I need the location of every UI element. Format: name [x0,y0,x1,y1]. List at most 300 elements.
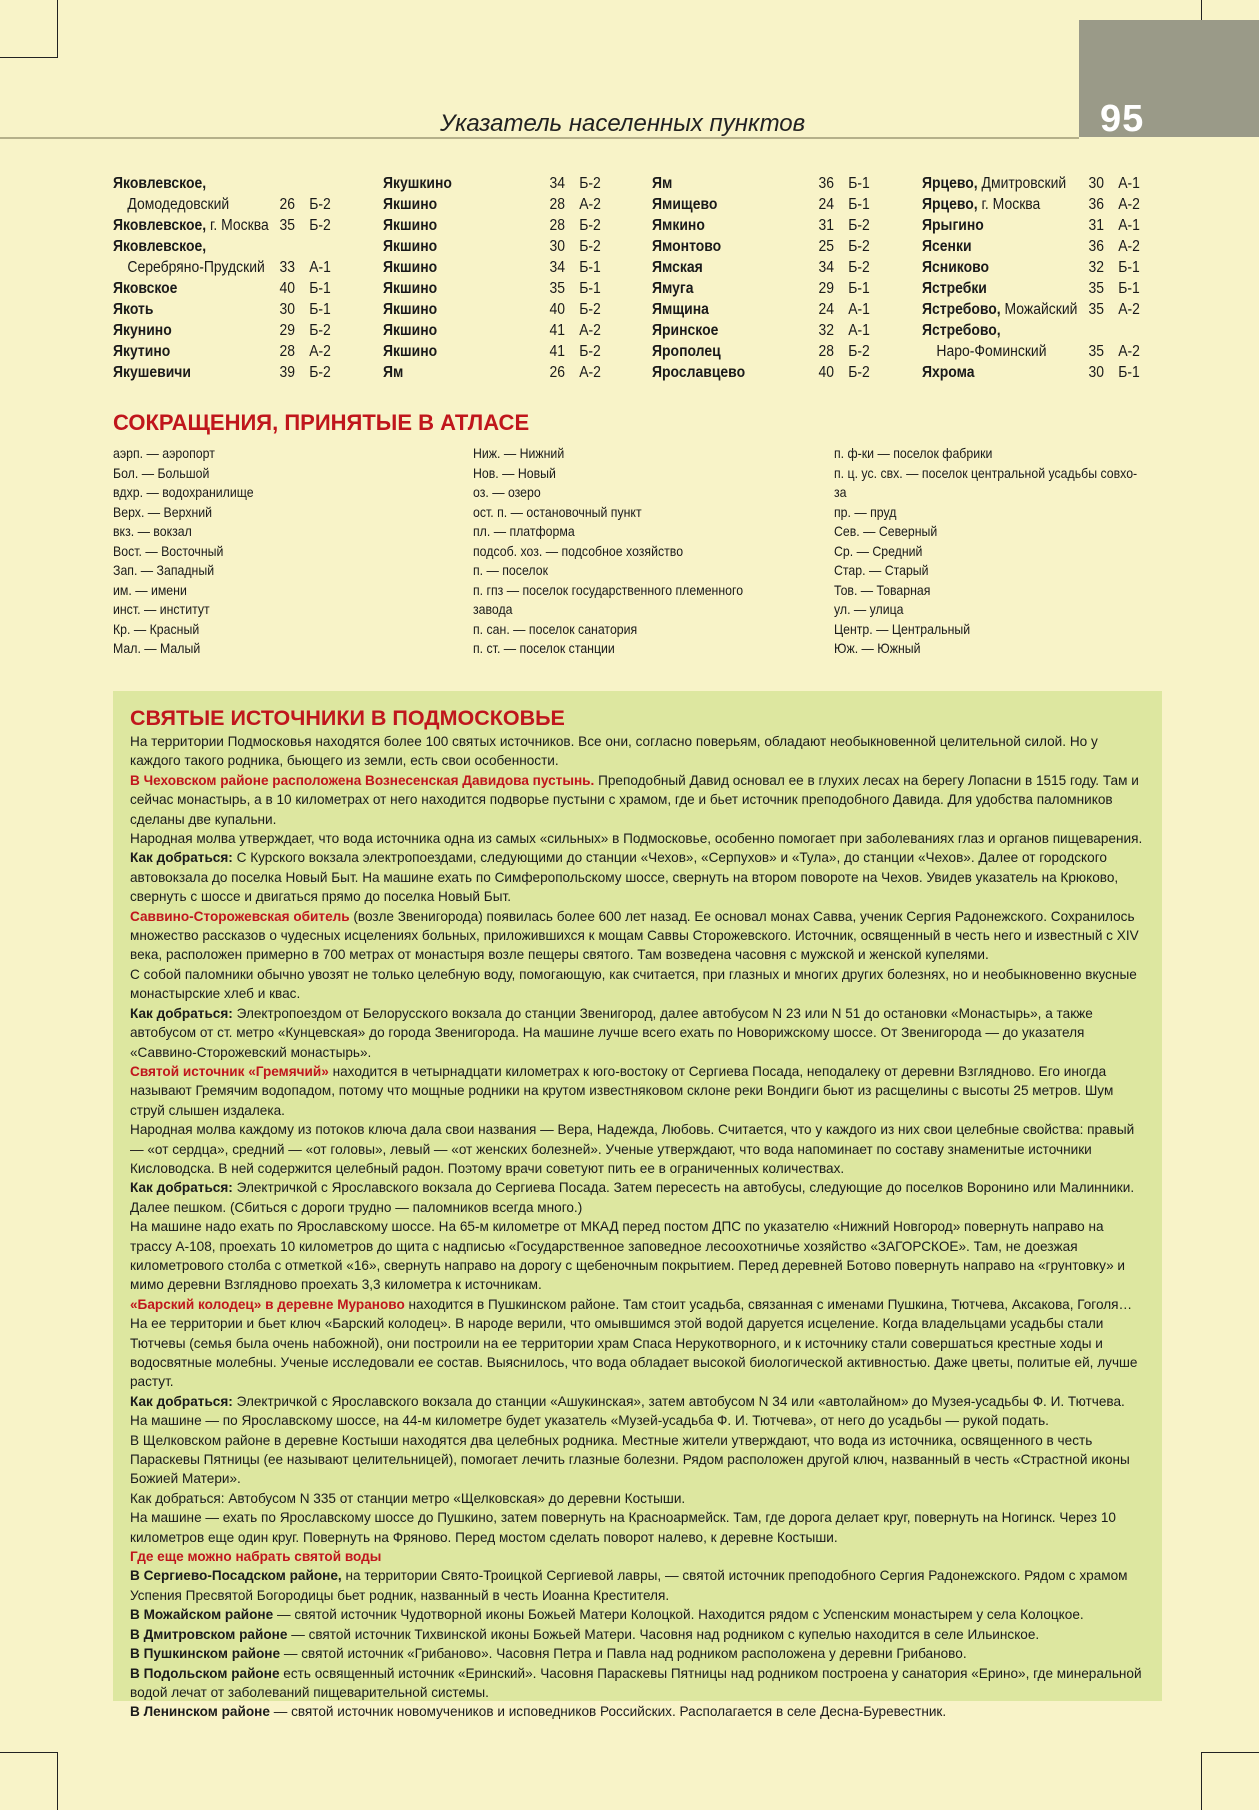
abbreviation-item: завода [473,601,513,617]
index-entry-page: 29 [279,322,296,339]
index-entry-title: Ярополец [652,343,721,360]
index-entry [113,299,358,320]
index-entry-name [652,362,745,383]
index-entry-square: Б-2 [579,175,601,192]
index-entry-square: А-1 [848,322,870,339]
bold-label: Как добраться: [130,1005,233,1021]
index-entry-page: 28 [818,343,835,360]
index-entry-page: 34 [818,259,835,276]
index-entry [922,194,1167,215]
index-entry [922,341,1167,362]
index-entry-name [383,194,437,215]
index-entry-page: 28 [549,217,566,234]
index-entry-name [652,236,721,257]
index-entry-title: Яковлевское, [113,175,207,192]
springs-paragraph [130,1178,1146,1217]
index-entry-square: Б-2 [848,364,870,381]
index-entry-name [113,362,191,383]
abbreviations-heading: СОКРАЩЕНИЯ, ПРИНЯТЫЕ В АТЛАСЕ [113,410,530,435]
body-text: С Курского вокзала электропоездами, следующими до станции «Чехов», «Серпухов» и «Тула», до станции «Чехов». Далее от городского автовокзала до поселка Новый Быт. На машине ехать по Симферопольскому шоссе, свернуть на втором повороте на Чехов. Увидев указатель на Крюково, свернуть с шоссе и двигаться прямо до поселка Новый Быт. [130,850,1119,905]
springs-paragraph [130,1120,1146,1178]
index-entry-name [652,320,718,341]
index-entry [652,299,897,320]
index-entry-page: 35 [1088,301,1105,318]
body-text: Электричкой с Ярославского вокзала до станции «Ашукинская», затем автобусом N 34 или «автолайном» до Музея-усадьбы Ф. И. Тютчева. [232,1393,1125,1409]
index-entry [383,341,628,362]
crop-mark [57,0,58,58]
index-entry-square: А-1 [848,301,870,318]
index-entry-title: Яковское [113,280,178,297]
index-entry-title: Ясниково [922,259,990,276]
bold-label: В Подольском районе [130,1665,280,1681]
index-entry-square: Б-2 [848,343,870,360]
index-entry [383,320,628,341]
index-entry-square: Б-1 [1118,259,1140,276]
abbreviation-item: Центр. — Центральный [834,620,971,637]
index-entry-name [922,236,972,257]
index-entry-page: 35 [279,217,296,234]
index-entry-name [113,236,206,257]
bold-label: В Пушкинском районе [130,1646,281,1662]
index-entry-title: Ястребки [922,280,987,297]
index-entry-square: Б-1 [309,280,331,297]
index-entry-name [383,173,452,194]
abbreviation-item: ул. — улица [834,601,904,617]
index-entry-square: Б-1 [848,280,870,297]
index-entry [652,341,897,362]
springs-paragraph [130,1702,1146,1721]
body-text: на территории Свято-Троицкой Сергиевой лавры, — святой источник преподобного Сергия Радонежского. Рядом с храмом Успения Пресвятой Богородицы бьет родник, названный в честь Иоанна Крестителя. [130,1568,1128,1603]
crop-mark [1202,1752,1259,1753]
index-entry-title: Якшино [383,301,438,318]
index-entry [922,362,1167,383]
index-entry-title: Якшино [383,196,438,213]
index-entry-title: Ярославцево [652,364,746,381]
abbreviation-item: Верх. — Верхний [113,503,213,520]
index-entry-title: Якшино [383,259,438,276]
index-entry-square: Б-2 [848,238,870,255]
abbreviation-item: Ср. — Средний [834,542,923,559]
index-entry-name [383,257,437,278]
index-entry-title: Ястребово, [922,322,1001,339]
index-entry [383,362,628,383]
index-entry-square: Б-1 [579,259,601,276]
index-entry-square: А-2 [1118,196,1140,213]
index-entry [922,215,1167,236]
body-text: С собой паломники обычно увозят не только целебную воду, помогающую, как считается, при глазных и многих других болезнях, но и необыкновенно вкусные монастырские хлеб и квас. [130,966,1137,1002]
abbreviation-item: Ниж. — Нижний [473,445,565,461]
index-column-1 [113,173,358,383]
highlight-text: В Чеховском районе расположена Вознесенская Давидова пустынь. [130,772,595,788]
index-entry-square: А-2 [579,196,601,213]
index-entry-title: Ясенки [922,238,972,255]
body-text: Народная молва утверждает, что вода источника одна из самых «сильных» в Подмосковье, особенно помогает при заболеваниях глаз и органов пищеварения. [130,831,1143,847]
index-entry-page: 40 [279,280,296,297]
index-entry-name: Серебряно-Прудский [127,259,265,276]
index-entry-square: Б-2 [309,364,331,381]
index-entry-square: А-2 [1118,238,1140,255]
index-entry-title: Ямкино [652,217,705,234]
index-entry-square: Б-1 [579,280,601,297]
body-text: На территории Подмосковья находятся более 100 святых источников. Все они, согласно поверьям, обладают необыкновенной целительной силой. Но у каждого такого родника, бьющего из земли, есть свои особенности. [130,734,1098,769]
index-entry-square: А-2 [579,364,601,381]
index-entry-name [383,278,437,299]
abbreviation-item: п. ф-ки — поселок фабрики [834,445,993,461]
index-entry-page: 36 [1088,196,1105,213]
abbreviation-item: Стар. — Старый [834,562,929,578]
springs-paragraph [130,1547,1146,1566]
body-text: Как добраться: Автобусом N 335 от станции метро «Щелковская» до деревни Костыши. [130,1490,686,1506]
index-entry [113,215,358,236]
index-entry [383,299,628,320]
index-entry-name [922,194,1040,215]
index-entry [383,215,628,236]
index-entry-square: Б-1 [1118,364,1140,381]
index-entry [652,215,897,236]
bold-label: В Дмитровском районе [130,1626,288,1642]
bold-label: Как добраться: [130,1180,233,1196]
abbreviations-column-1 [113,444,273,659]
index-column-2 [383,173,628,383]
abbreviation-item: вкз. — вокзал [113,523,192,539]
index-entry-title: Якшино [383,217,438,234]
index-entry [113,236,358,257]
abbreviation-item: Бол. — Большой [113,464,210,481]
index-entry [652,236,897,257]
index-entry-qualifier: Дмитровский [977,175,1067,192]
index-entry [922,299,1167,320]
index-entry-title: Ям [383,364,404,381]
index-entry-square: Б-2 [579,301,601,318]
index-entry-square: Б-2 [579,217,601,234]
index-entry [113,173,358,194]
body-text: есть освященный источник «Еринский». Часовня Параскевы Пятницы над родником построена у санатория «Ерино», где минеральной водой лечат от заболеваний пищеварительной системы. [130,1665,1142,1700]
index-entry [922,173,1167,194]
index-entry-square: Б-2 [309,322,331,339]
index-column-3 [652,173,897,383]
index-entry-page: 29 [818,280,835,297]
index-entry-name [652,341,721,362]
page-number: 95 [1100,98,1145,140]
index-entry-qualifier: Можайский [1000,301,1078,318]
body-text: находится в Пушкинском районе. Там стоит усадьба, связанная с именами Пушкина, Тютчева, Аксакова, Гоголя… На ее территории и бьет ключ «Барский колодец». В народе верили, что омывшимся этой водой даруется исцеление. Когда владельцами усадьбы стали Тютчевы (семья была очень набожной), они построили на ее территории храм Спаса Нерукотворного, и к источнику стали совершаться крестные ходы и водосвятные молебны. Ученые исследовали ее состав. Выяснилось, что вода обладает высокой биологической активностью. Даже цветы, политые ей, лучше растут. [130,1296,1138,1390]
springs-paragraph [130,1217,1146,1295]
index-entry [652,194,897,215]
index-entry-square: А-1 [1118,175,1140,192]
abbreviation-item: Зап. — Западный [113,562,215,578]
index-entry [113,320,358,341]
index-entry [113,257,358,278]
springs-paragraph [130,1566,1146,1605]
abbreviation-item: п. гпз — поселок государственного племенного [473,581,744,598]
index-entry-name [922,320,1001,341]
abbreviation-item: Тов. — Товарная [834,581,931,598]
index-entry-square: А-2 [1118,301,1140,318]
body-text: На машине надо ехать по Ярославскому шоссе. На 65-м километре от МКАД перед постом ДПС по указателю «Нижний Новгород» повернуть направо на трассу А-108, проехать 10 километров до щита с надписью «Государственное заповедное лесоохотничье хозяйство «ЗАГОРСКОЕ». Там, не доезжая километрового столба с отметкой «16», свернуть направо на дорогу с щебеночным покрытием. Перед деревней Ботово повернуть направо на «грунтовку» и мимо деревни Взглядново проехать 3,3 километра к источникам. [130,1219,1126,1293]
index-entry [922,257,1167,278]
highlight-text: Саввино-Сторожевская обитель [130,908,350,924]
index-entry-name [922,299,1077,320]
index-entry-title: Якушкино [383,175,452,192]
index-entry-square: Б-1 [309,301,331,318]
bold-label: В Ленинском районе [130,1704,270,1720]
index-entry-page: 32 [1088,259,1105,276]
index-entry [383,173,628,194]
index-entry-title: Яковлевское, [113,238,207,255]
index-entry-square: Б-2 [848,217,870,234]
abbreviation-item: подсоб. хоз. — подсобное хозяйство [473,542,684,559]
index-entry-page: 28 [549,196,566,213]
index-column-4 [922,173,1167,383]
index-entry-page: 34 [549,259,566,276]
abbreviation-item: инст. — институт [113,601,210,617]
index-entry-title: Ярцево, [922,196,978,213]
index-entry-title: Ямщина [652,301,709,318]
index-entry-title: Якшино [383,343,438,360]
springs-paragraph [130,1431,1146,1489]
body-text: — святой источник «Грибаново». Часовня Петра и Павла над родником расположена у деревни Грибаново. [280,1646,967,1662]
abbreviation-item: вдхр. — водохранилище [113,484,254,500]
abbreviation-item: п. сан. — поселок санатория [473,620,638,637]
index-entry-name [383,341,437,362]
index-entry-title: Яринское [652,322,719,339]
index-entry-title: Ярыгино [922,217,984,234]
index-entry-name: Домодедовский [127,196,230,213]
index-entry-square: А-1 [1118,217,1140,234]
index-entry [383,278,628,299]
abbreviation-item: ост. п. — остановочный пункт [473,503,642,520]
abbreviations-column-3 [834,444,1179,659]
body-text: Электропоездом от Белорусского вокзала до станции Звенигород, далее автобусом N 23 или N 51 до остановки «Монастырь», а также автобусом от ст. метро «Кунцевская» до города Звенигорода. На машине лучше всего ехать по Новорижскому шоссе. От Звенигорода — до указателя «Саввино-Сторожевский монастырь». [130,1005,1093,1060]
springs-paragraph [130,1644,1146,1663]
holy-springs-heading: СВЯТЫЕ ИСТОЧНИКИ В ПОДМОСКОВЬЕ [130,706,565,730]
body-text: Электричкой с Ярославского вокзала до Сергиева Посада. Затем пересесть на автобусы, следующие до поселков Воронино или Малинники. Далее пешком. (Сбиться с дороги трудно — паломников всегда много.) [130,1180,1135,1215]
index-entry-name [113,215,269,236]
highlight-text: Святой источник «Гремячий» [130,1063,329,1079]
springs-paragraph [130,829,1146,848]
springs-paragraph [130,732,1146,771]
crop-mark [0,1752,58,1753]
index-entry-name [652,257,703,278]
index-entry [922,320,1167,341]
index-entry-page: 40 [818,364,835,381]
abbreviation-item: пр. — пруд [834,503,897,520]
body-text: На машине — по Ярославскому шоссе, на 44-м километре будет указатель «Музей-усадьба Ф. И. Тютчева», от него до усадьбы — рукой подать. [130,1413,1049,1429]
abbreviation-item: оз. — озеро [473,484,541,500]
springs-paragraph [130,1295,1146,1392]
abbreviation-item: Нов. — Новый [473,464,556,481]
index-entry-name [113,341,170,362]
body-text: находится в четырнадцати километрах к юго-востоку от Сергиева Посада, неподалеку от деревни Взглядново. Его иногда называют Гремячим водопадом, потому что мощные родники на крутом известняковом склоне реки Вондиги бьют из расщелины с высоты 25 метров. Шум струй слышен издалека. [130,1063,1114,1118]
bold-label: Как добраться: [130,1393,233,1409]
header-divider [0,137,1079,139]
index-entry-name [113,173,206,194]
index-entry-name [113,278,177,299]
index-entry-name [652,194,717,215]
index-entry-title: Ямуга [652,280,694,297]
index-entry-page: 26 [279,196,296,213]
index-entry-square: Б-2 [579,343,601,360]
index-entry [383,257,628,278]
index-entry-name [383,320,437,341]
index-entry-name [922,278,987,299]
index-entry-page: 24 [818,301,835,318]
crop-mark [1201,1752,1202,1810]
index-entry [652,362,897,383]
index-entry-name [922,173,1066,194]
abbreviation-item: п. ст. — поселок станции [473,640,615,656]
abbreviation-item: Мал. — Малый [113,640,201,656]
abbreviation-item: им. — имени [113,581,187,598]
index-entry [383,236,628,257]
index-entry-square: А-1 [309,259,331,276]
index-entry-page: 31 [818,217,835,234]
index-entry-title: Якушевичи [113,364,191,381]
index-entry-title: Ямонтово [652,238,722,255]
index-entry-title: Якоть [113,301,154,318]
index-entry-title: Ярцево, [922,175,978,192]
springs-paragraph [130,1625,1146,1644]
index-entry-page: 35 [1088,343,1105,360]
body-text: — святой источник Тихвинской иконы Божьей Матери. Часовня над родником с купелью находится в селе Ильинское. [287,1626,1040,1642]
index-entry [383,194,628,215]
index-entry-page: 36 [1088,238,1105,255]
crop-mark [57,1752,58,1810]
springs-paragraph [130,1605,1146,1624]
index-entry-page: 30 [1088,175,1105,192]
index-entry-title: Якутино [113,343,171,360]
index-entry-page: 41 [549,343,566,360]
index-entry [652,173,897,194]
body-text: — святой источник новомучеников и исповедников Российских. Располагается в селе Десна-Буревестник. [269,1704,947,1720]
index-entry-title: Ястребово, [922,301,1001,318]
index-entry-name [652,278,693,299]
index-entry-qualifier: г. Москва [977,196,1041,213]
index-entry-square: Б-1 [848,196,870,213]
holy-springs-text [130,732,1146,1722]
springs-paragraph [130,907,1146,965]
springs-paragraph [130,1062,1146,1120]
index-entry-square: Б-2 [579,238,601,255]
index-entry [652,257,897,278]
springs-paragraph [130,848,1146,906]
body-text: Преподобный Давид основал ее в глухих лесах на берегу Лопасни в 1515 году. Там и сейчас монастырь, а в 10 километрах от него находится подворье пустыни с храмом, где и бьет источник преподобного Давида. Для удобства паломников сделаны две купальни. [130,772,1139,827]
index-entry-title: Яковлевское, [113,217,207,234]
springs-paragraph [130,1411,1146,1430]
springs-paragraph [130,965,1146,1004]
index-entry [922,236,1167,257]
highlight-text: «Барский колодец» в деревне Мураново [130,1296,405,1312]
index-entry-page: 32 [818,322,835,339]
index-entry-page: 40 [549,301,566,318]
index-entry-name [652,299,709,320]
crop-mark [0,57,58,58]
abbreviation-item: п. ц. ус. свх. — поселок центральной усадьбы совхо- [834,464,1138,481]
index-entry-page: 35 [549,280,566,297]
index-entry-name [113,299,153,320]
index-entry-name [922,362,975,383]
index-entry [652,320,897,341]
index-entry-qualifier: г. Москва [206,217,269,234]
index-entry-name [652,173,672,194]
index-entry-title: Ямская [652,259,703,276]
springs-paragraph [130,1392,1146,1411]
index-entry [113,278,358,299]
index-entry-page: 31 [1088,217,1105,234]
abbreviation-item: за [834,484,847,500]
body-text: — святой источник Чудотворной иконы Божьей Матери Колоцкой. Находится рядом с Успенским монастырем у села Колоцкое. [273,1607,1084,1623]
index-entry-title: Яхрома [922,364,975,381]
index-entry-name [113,320,172,341]
highlight-text: Где еще можно набрать святой воды [130,1549,382,1565]
index-entry-title: Якшино [383,322,438,339]
index-entry-square: А-2 [309,343,331,360]
abbreviation-item: Юж. — Южный [834,640,921,656]
index-entry-name [383,299,437,320]
index-entry-page: 28 [279,343,296,360]
index-entry-square: Б-2 [309,217,331,234]
springs-paragraph [130,1664,1146,1703]
springs-paragraph [130,771,1146,829]
index-entry-name: Наро-Фоминский [936,343,1047,360]
index-entry-square: Б-2 [848,259,870,276]
body-text: На машине — ехать по Ярославскому шоссе до Пушкино, затем повернуть на Красноармейск. Там, где дорога делает круг, повернуть на Ногинск. Через 10 километров еще один круг. Повернуть на Фряново. Перед мостом сделать поворот налево, к деревне Костыши. [130,1510,1116,1545]
abbreviation-item: Кр. — Красный [113,620,200,637]
abbreviation-item: пл. — платформа [473,523,575,539]
index-entry-page: 30 [279,301,296,318]
bold-label: В Сергиево-Посадском районе, [130,1568,342,1584]
index-entry-page: 41 [549,322,566,339]
index-entry [113,194,358,215]
index-entry-name [652,215,705,236]
index-entry-name [383,362,403,383]
index-entry-name [922,215,984,236]
index-entry-name [383,215,437,236]
body-text: (возле Звенигорода) появилась более 600 лет назад. Ее основал монах Савва, ученик Сергия Радонежского. Сохранилось множество рассказов о чудесных исцелениях больных, приложившихся к мощам Саввы Сторожевского. Источник, освященный в честь него и известный с XIV века, расположен примерно в 700 метрах от монастыря возле пещеры святого. Там возведена часовня с мужской и женской купелями. [130,908,1139,963]
index-entry-page: 34 [549,175,566,192]
index-entry-page: 39 [279,364,296,381]
index-entry [922,278,1167,299]
index-entry-name [383,236,437,257]
springs-paragraph [130,1508,1146,1547]
index-entry-square: А-2 [579,322,601,339]
springs-paragraph [130,1489,1146,1508]
index-entry-page: 30 [1088,364,1105,381]
bold-label: В Можайском районе [130,1607,274,1623]
body-text: Народная молва каждому из потоков ключа дала свои названия — Вера, Надежда, Любовь. Считается, что у каждого из них свои целебные свойства: правый — «от сердца», средний — «от головы», левый — «от женских болезней». Ученые утверждают, что вода напоминает по составу знаменитые источники Кисловодска. В ней содержится целебный радон. Поэтому врачи советуют пить ее в ограниченных количествах. [130,1122,1135,1176]
springs-paragraph [130,1004,1146,1062]
index-entry-square: Б-1 [1118,280,1140,297]
index-entry [113,362,358,383]
index-entry [113,341,358,362]
index-entry-page: 26 [549,364,566,381]
index-entry-square: А-2 [1118,343,1140,360]
abbreviation-item: Сев. — Северный [834,523,938,539]
index-entry-title: Якшино [383,280,438,297]
index-entry-square: Б-2 [309,196,331,213]
index-entry-title: Якшино [383,238,438,255]
index-entry-page: 35 [1088,280,1105,297]
index-entry-name [922,257,989,278]
index-entry-page: 25 [818,238,835,255]
index-entry-page: 36 [818,175,835,192]
index-entry-page: 30 [549,238,566,255]
index-entry-title: Якунино [113,322,172,339]
index-entry-square: Б-1 [848,175,870,192]
bold-label: Как добраться: [130,850,233,866]
index-entry-page: 33 [279,259,296,276]
body-text: В Щелковском районе в деревне Костыши находятся два целебных родника. Местные жители утверждают, что вода из источника, освященного в честь Параскевы Пятницы (ее называют целительницей), помогает лечить глазные болезни. Рядом расположен другой ключ, названный в честь «Страстной иконы Божией Матери». [130,1432,1130,1487]
